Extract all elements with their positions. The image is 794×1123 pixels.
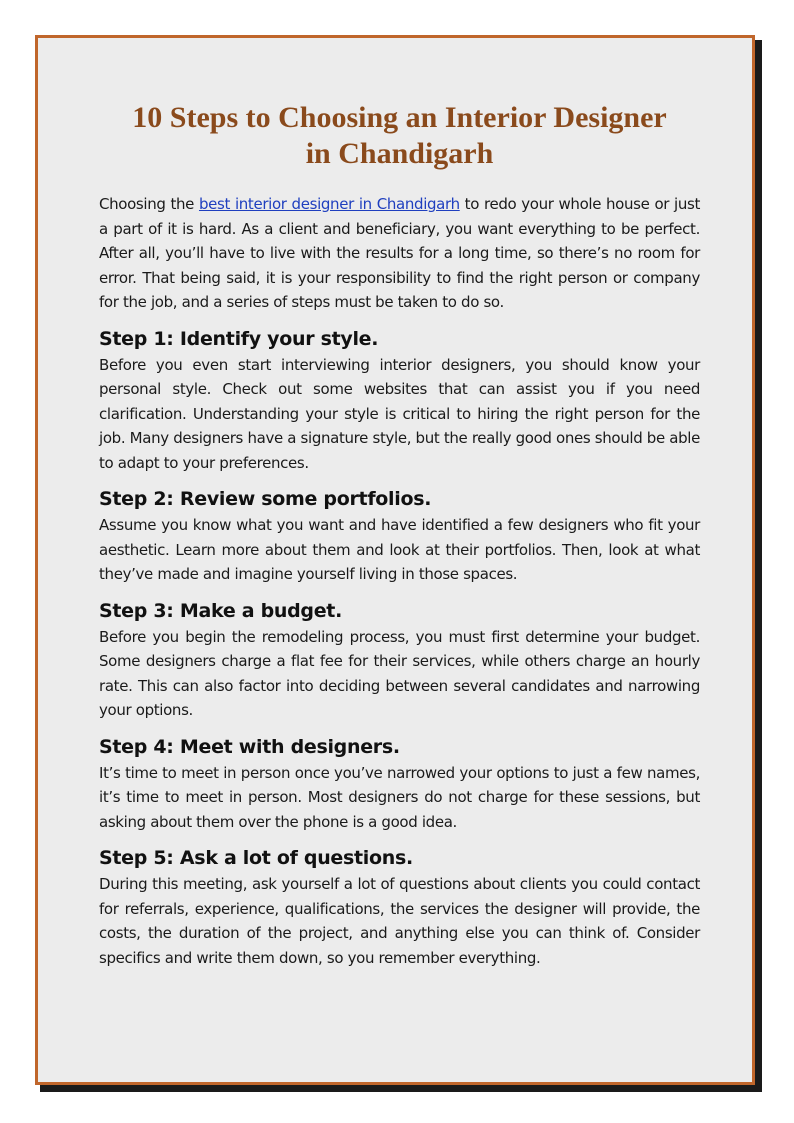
step-4-body: It’s time to meet in person once you’ve narrowed your options to just a few names, it’s time to meet in person. Most designers do not charge for these sessions, but asking about them over the phone is a good idea. xyxy=(99,763,700,831)
intro-text-rest: to redo your whole house or just a part of it is hard. As a client and beneficiary, you want everything to be perfect. After all, you’ll have to live with the results for a long time, so there’s no room for error. That being said, it is your responsibility to find the right person or company for the job, and a series of steps must be taken to do so. xyxy=(99,195,700,311)
step-3-heading: Step 3: Make a budget. xyxy=(99,599,343,622)
intro-paragraph xyxy=(99,192,700,315)
step-5-heading: Step 5: Ask a lot of questions. xyxy=(99,847,413,869)
document-body xyxy=(99,100,700,970)
interior-designer-link[interactable]: best interior designer in Chandigarh xyxy=(198,195,460,213)
step-4-heading: Step 4: Meet with designers. xyxy=(99,735,400,758)
page-title-line-2: in Chandigarh xyxy=(305,137,494,170)
step-3-body: Before you begin the remodeling process, you must first determine your budget. Some designers charge a flat fee for their services, while others charge an hourly rate. This can also factor into deciding between several candidates and narrowing your options. xyxy=(99,627,700,719)
step-2-heading: Step 2: Review some portfolios. xyxy=(99,488,432,510)
step-2-body: Assume you know what you want and have identified a few designers who fit your aesthetic. Learn more about them and look at their portfolios. Then, look at what they’ve made and imagine yourself living in those spaces. xyxy=(99,516,700,583)
step-1-body: Before you even start interviewing interior designers, you should know your personal style. Check out some websites that can assist you if you need clarification. Understanding your style is critical to hiring the right person for the job. Many designers have a signature style, but the really good ones should be able to adapt to your preferences. xyxy=(99,355,700,472)
step-1-heading: Step 1: Identify your style. xyxy=(99,327,379,350)
intro-text-start: Choosing the xyxy=(99,195,199,213)
step-5-body: During this meeting, ask yourself a lot of questions about clients you could contact for referrals, experience, qualifications, the services the designer will provide, the costs, the duration of the project, and anything else you can think of. Consider specifics and write them down, so you remember everything. xyxy=(99,875,700,967)
page-title-line-1: 10 Steps to Choosing an Interior Designer xyxy=(132,101,667,134)
page-title xyxy=(99,100,700,172)
page-frame xyxy=(35,35,755,1085)
